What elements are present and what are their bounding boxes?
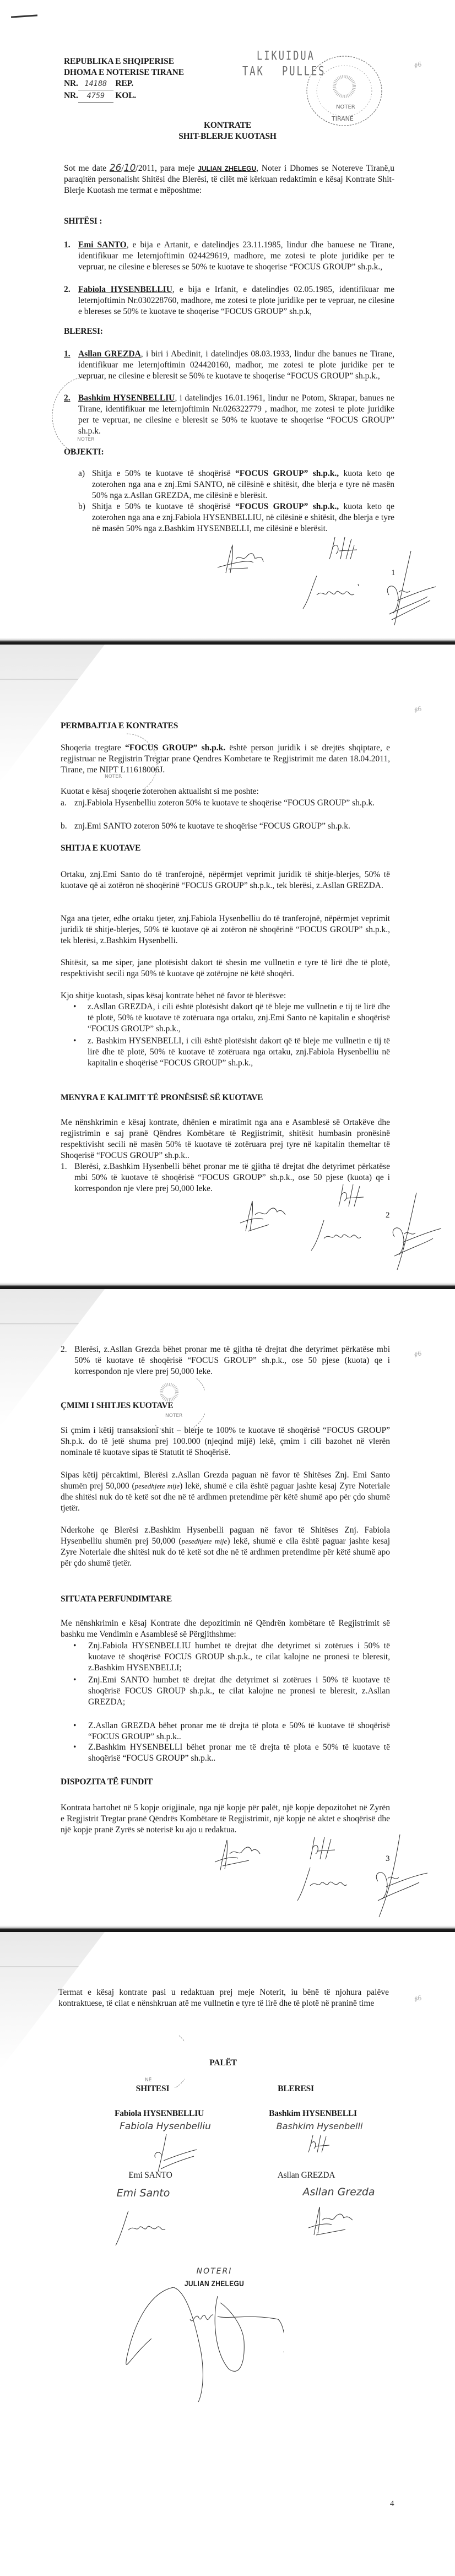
item-label: a): [78, 469, 85, 478]
item-label: 1.: [61, 1162, 67, 1171]
item-label: b.: [61, 821, 67, 831]
signature-bashkim-hysenbelli: [305, 1834, 338, 1865]
favor-bullet: [73, 1036, 390, 1069]
subtitle: SHIT-BLERJE KUOTASH: [178, 132, 277, 141]
item-number: 2.: [64, 285, 71, 294]
item-label: a.: [61, 798, 67, 808]
item-text: [78, 349, 394, 382]
item-number: 1.: [64, 240, 71, 250]
signatory-name: Bashkim HYSENBELLI: [269, 2109, 357, 2118]
signature-asllan-grezda: [210, 1837, 266, 1873]
text-run: Asllan GREZDA: [78, 349, 141, 359]
svg-text:NOTER: NOTER: [77, 437, 95, 442]
price-heading: ÇMIMI I SHITJES KUOTAVE: [61, 1401, 174, 1410]
final-intro: Me nënshkrimin e kësaj Kontrate dhe depozitimin në Qëndrën kombëtare të Regjistrimit së bashku me Vendimin e Asamblesë së Përgjithshme:: [61, 1619, 390, 1639]
sellers-heading: SHITËSI :: [64, 217, 102, 226]
signature-notary: [144, 2133, 199, 2173]
text-run: ) lekë, shumë e cila është paguar jashte kesaj Zyre Noteriale dhe shitësi nuk do të ketë sot dhe në të ardhmen pretendime për këtë shumë apo për çdo shumë tjetër.: [61, 1481, 391, 1513]
bullet-icon: •: [73, 1675, 77, 1685]
svg-text:TIRANË: TIRANË: [332, 115, 354, 122]
buyers-heading: BLERESI:: [64, 327, 103, 336]
final-bullet: [73, 1641, 390, 1674]
kol-suffix: KOL.: [115, 91, 136, 100]
contract-title: [0, 120, 455, 142]
notary-seal: [303, 52, 386, 129]
text-run: Sipas këtij përcaktimi, Blerësi z.Asllan Grezda paguan në favor të Shitëses Znj. Emi Santo shumën prej 50,000 (: [61, 1470, 390, 1491]
document-header: [64, 56, 184, 102]
seller-item: [64, 240, 394, 273]
text-run: , i datelindjes 16.01.1961, lindur ne Potom, Skrapar, banues ne Tirane, identifikuar me leternjoftimin Nr.026322779 , madhor, me zotesi te plote juridike per te vepruar, ne cilesine e bleresit se 50% te kuotave te shoqerise “FOCUS GROUP” sh.p.k.: [78, 393, 395, 436]
rep-prefix: NR.: [64, 79, 78, 88]
svg-text:NOTER: NOTER: [105, 774, 122, 780]
page-number: 4: [390, 2499, 394, 2508]
signature-asllan-grezda: [215, 543, 270, 576]
handwritten-name: Emi Santo: [116, 2187, 170, 2199]
page-break: [0, 638, 455, 645]
quotas-intro: Kuotat e kësaj shoqerie zoterohen aktualisht si me poshte:: [61, 787, 259, 796]
signature-bashkim-hysenbelli: [333, 1182, 366, 1212]
text-run: Emi SANTO: [78, 240, 127, 250]
text-run: ) lekë, shumë e cila është paguar jashte kesaj Zyre Noteriale dhe shitësi nuk do të ketë sot dhe në të ardhmen pretendime për këtë shumë apo për çdo shumë tjetër.: [61, 1536, 391, 1568]
bullet-icon: •: [73, 1002, 77, 1011]
margin-mark: #6: [413, 1349, 423, 1359]
text-run: “FOCUS GROUP” sh.p.k.: [125, 743, 226, 753]
signature-notary: [118, 2286, 284, 2407]
margin-mark: #6: [413, 704, 423, 715]
svg-text:NOTER: NOTER: [336, 104, 355, 110]
signature-bashkim-hysenbelli: [324, 534, 362, 565]
bullet-icon: •: [73, 1721, 77, 1730]
item-text: [92, 501, 394, 534]
item-text: Z.Bashkim HYSENBELLI bëhet pronar me të drejta të plota e 50% të kuotave të shoqërisë “FOCUS GROUP” sh.p.k..: [88, 1742, 390, 1763]
scan-mark: [11, 14, 37, 18]
signature-emi-santo: [308, 1217, 369, 1253]
notary-seal-partial: [140, 2033, 185, 2088]
notary-name-stamp: JULIAN ZHELEGU: [198, 165, 257, 172]
buyers-label: BLERESI: [278, 2084, 314, 2093]
text-run: /: [121, 164, 124, 173]
text-run: pesedhjete mije: [181, 1537, 228, 1545]
signatory-name: Fabiola HYSENBELLIU: [114, 2109, 204, 2118]
item-text: z. Bashkim HYSENBELLI, i cili është plotësisht dakort që të bleje me vullnetin e tij të lirë dhe të plotë, 50% të kuotave të zotëruara nga ortaku, znj.Fabiola Hysenbelliu në kapitalin e shoqërisë “FOCUS GROUP” sh.p.k.,: [88, 1036, 390, 1068]
transfer-heading: MENYRA E KALIMIT TË PRONËSISË SË KUOTAVE: [61, 1093, 263, 1102]
seller-item: [64, 284, 394, 317]
sale-paragraph: Ortaku, znj.Emi Santo do të tranferojnë, nëpërmjet veprimit juridik të shitje-blerjes, 50% të kuotave që ai zotëron në shoqërinë “FOCUS GROUP” sh.p.k., tek blerësi, z.Asllan GREZDA.: [61, 870, 390, 890]
page-number: 2: [386, 1211, 390, 1220]
quota-item: [61, 821, 390, 832]
sale-paragraph: Nga ana tjeter, edhe ortaku tjeter, znj.Fabiola Hysenbelliu do të tranferojnë, nëpërmjet veprimit juridik të shitje-blerjes, 50% të kuotave që ai zotëron në shoqërinë “FOCUS GROUP” sh.p.k., tek blerësi, z.Bashkim Hysenbelli.: [61, 914, 390, 945]
signatory-name: Asllan GREZDA: [277, 2171, 335, 2180]
item-text: Znj.Emi SANTO humbet të drejtat dhe detyrimet si zotërues i 50% të kuotave të shoqërisë FOCUS GROUP sh.p.k., te cilat kalojne ne pronesi te bleresit, z.Asllan GREZDA;: [88, 1675, 390, 1707]
kol-prefix: NR.: [64, 91, 78, 100]
svg-text:NOTER: NOTER: [165, 1413, 183, 1419]
item-label: b): [78, 502, 85, 511]
text-run: Shitja e 50% te kuotave të shoqërisë: [92, 469, 235, 478]
quota-item: [61, 798, 390, 809]
sellers-label: SHITESI: [136, 2084, 170, 2093]
text-run: “FOCUS GROUP” sh.p.k.,: [235, 502, 339, 511]
signature-notary: [378, 1190, 444, 1273]
signature-notary: [372, 548, 438, 628]
page-break: [0, 1282, 455, 1289]
final-provisions-heading: DISPOZITA TË FUNDIT: [61, 1777, 153, 1787]
payment-paragraph: [61, 1525, 390, 1569]
final-bullet: [73, 1675, 390, 1708]
handwritten-name: Bashkim Hysenbelli: [276, 2121, 363, 2131]
object-heading: OBJEKTI:: [64, 447, 104, 457]
page-break: [0, 1925, 455, 1932]
final-situation-heading: SITUATA PERFUNDIMTARE: [61, 1594, 172, 1604]
page-number: 3: [386, 1854, 390, 1863]
signature-emi-santo: [295, 1865, 355, 1903]
kol-number-line: [64, 90, 184, 102]
handwritten-name: Asllan Grezda: [302, 2186, 375, 2198]
favor-bullet: [73, 1002, 390, 1035]
payment-paragraph: [61, 1470, 390, 1514]
margin-mark: #6: [413, 1993, 423, 2004]
item-text: [78, 284, 394, 317]
signature-asllan-grezda: [304, 2205, 356, 2237]
rep-number-line: [64, 78, 184, 90]
transfer-item: [61, 1344, 390, 1377]
text-run: /2011, para meje: [136, 164, 198, 173]
svg-text:NË: NË: [145, 2077, 152, 2083]
header-line: DHOMA E NOTERISE TIRANE: [64, 68, 184, 77]
item-text: znj.Fabiola Hysenbelliu zoteron 50% te kuotave te shoqërise “FOCUS GROUP” sh.p.k.: [74, 798, 375, 808]
price-paragraph: Si çmim i këtij transaksioni shit – blerje te 100% te kuotave të shoqërisë “FOCUS GROUP” Sh.p.k. do të jetë shuma prej 100.000 (njeqind mijë) lekë, çmim i cili bazohet në vlerën nominale të kuotave sipas të Statutit të Shoqërisë.: [61, 1426, 390, 1457]
notary-name-stamp: JULIAN ZHELEGU: [184, 2279, 245, 2288]
item-number: 2.: [64, 393, 71, 403]
sale-paragraph: Shitësit, sa me siper, jane plotësisht dakort të shesin me vullnetin e tyre të lirë dhe të plotë, respektivisht secili nga 50% të kuotave që zotërojne në këtë shoqëri.: [61, 958, 390, 978]
final-provisions-paragraph: Kontrata hartohet në 5 kopje origjinale, nga një kopje për palët, një kopje depozitohet në Zyrën e Regjistrit Tregtar pranë Qëndrës Kombëtare të Regjistrimit, një kopje në aktet e shoqërisë dhe një kopje pranë Zyrës së noterisë ku ajo u redaktua.: [61, 1803, 390, 1834]
text-run: Fabiola HYSENBELLIU: [78, 285, 172, 294]
page-number: 1: [391, 569, 396, 577]
text-run: , e bija e Artanit, e datelindjes 23.11.1985, lindur dhe banuese ne Tirane, identifikuar me leternjoftimin 024429619, madhore, me zotesi te plote juridike per te vepruar, ne cilesine e blereses se 50% te kuotave te shoqerise “FOCUS GROUP” sh.p.k.,: [78, 240, 394, 272]
signatory-name: Emi SANTO: [128, 2171, 172, 2180]
item-text: Z.Asllan GREZDA bëhet pronar me të drejta të plota e 50% të kuotave të shoqërisë “FOCUS GROUP” sh.p.k..: [88, 1721, 390, 1741]
intro-paragraph: [64, 163, 394, 196]
pulles-stamp: PULLES: [282, 64, 326, 79]
text-run: Bashkim HYSENBELLIU: [78, 393, 175, 403]
text-run: , Noter i Dhomes se Notereve Tiranë,u paraqitën personalisht Shitësi dhe Blerësi, të cilët më kërkuan redaktimin e kësaj Kontrate Shit-Blerje Kuotash me termat e mëposhtme:: [64, 164, 394, 195]
signature-bashkim-hysenbelli: [304, 2133, 332, 2155]
object-item: [78, 468, 394, 501]
text-run: , e bija e Irfanit, e datelindjes 02.05.1985, identifikuar me leternjoftimin Nr.030228760, madhore, me zotesi te plote juridike per te vepruar, ne cilesine e blereses se 50% te kuotave te shoqerise “FOCUS GROUP” sh.p.k,: [78, 285, 394, 316]
tak-stamp: TAK: [242, 64, 264, 79]
signature-notary: [361, 1832, 430, 1920]
handwritten-date: 10: [123, 163, 136, 174]
item-text: Znj.Fabiola HYSENBELLIU humbet të drejtat dhe detyrimet si zotërues i 50% të kuotave të shoqërisë FOCUS GROUP sh.p.k., te cilat kalojne ne pronesi te bleresit, z.Bashkim HYSENBELLI;: [88, 1641, 390, 1673]
item-text: Blerësi, z.Bashkim Hysenbelli bëhet pronar me të gjitha të drejtat dhe detyrimet përkatëse mbi 50% të kuotave të shoqërisë “FOCUS GROUP” sh.p.k., ose 50 pjese (kuota) qe i korrespondon nje vlere prej 50,000 leke.: [74, 1162, 390, 1193]
item-text: Blerësi, z.Asllan Grezda bëhet pronar me të gjitha të drejtat dhe detyrimet përkatëse mbi 50% të kuotave të shoqërisë “FOCUS GROUP” sh.p.k., ose 50 pjese (kuota) qe i korrespondon nje vlere prej 50,000 leke.: [74, 1345, 390, 1376]
text-run: Sot me date: [64, 164, 110, 173]
bullet-icon: •: [73, 1036, 77, 1046]
closing-paragraph: Termat e kësaj kontrate pasi u redaktuan prej meje Noterit, iu bënë të njohura palëve kontraktuese, të cilat e nënshkruan atë me vullnetin e tyre të lirë dhe të plotë në praninë time: [58, 1988, 389, 2008]
transfer-paragraph: Me nënshkrimin e kësaj kontrate, dhënien e miratimit nga ana e Asamblesë së Ortakëve dhe regjistrimin e saj pranë Qëndres Kombëtare të Regjistrimit, shitësit humbasin pronësinë respektivisht secili në masën 50% të kuotave të zotëruara prej tyre në kapitalin themeltar të Shoqerisë “FOCUS GROUP” sh.p.k..: [61, 1118, 390, 1160]
rep-suffix: REP.: [115, 79, 134, 88]
title: KONTRATE: [204, 121, 251, 130]
notary-label: NOTERI: [196, 2267, 232, 2276]
text-run: Shitja e 50% te kuotave të shoqërisë: [92, 502, 235, 511]
text-run: kuota keto qe zoterohen nga ana e znj.Emi SANTO, në cilësinë e shitësit, dhe blerja e tyre në masën 50% nga z.Asllan GREZDA, me cilësinë e blerësit.: [92, 469, 394, 500]
handwritten-name: Fabiola Hysenbelliu: [120, 2121, 211, 2132]
item-text: [92, 468, 394, 501]
text-run: , i biri i Abedinit, i datelindjes 08.03.1933, lindur dhe banues ne Tirane, identifikuar me leternjoftimin 024420160, madhor, me zotesi te plote juridike per te vepruar, ne cilesine e bleresit se 50% te kuotave te shoqerise “FOCUS GROUP” sh.p.k.,: [78, 349, 394, 381]
text-run: Shoqeria tregtare: [61, 743, 125, 753]
item-text: z.Asllan GREZDA, i cili është plotësisht dakort që të bleje me vullnetin e tij të lirë dhe të plotë, 50% të kuotave të zotëruara nga ortaku, znj.Emi Santo në kapitalin e shoqërisë “FOCUS GROUP” sh.p.k.,: [88, 1002, 390, 1033]
favor-intro: Kjo shitje kuotash, sipas kësaj kontrate bëhet në favor të blerësve:: [61, 991, 286, 1000]
kol-number: 4759: [78, 91, 113, 102]
item-number: 1.: [64, 349, 71, 359]
parties-heading: PALËT: [209, 2058, 237, 2068]
signature-emi-santo: [300, 573, 366, 611]
header-line: REPUBLIKA E SHQIPERISE: [64, 57, 174, 66]
text-run: pesedhjete mije: [134, 1482, 180, 1490]
notary-seal-partial: [52, 375, 118, 457]
signature-emi-santo: [113, 2208, 174, 2248]
text-run: kuota keto qe zoterohen nga ana e znj.Fabiola HYSENBELLIU, në cilësinë e shitësit, dhe blerja e tyre në masën 50% nga z.Bashkim HYSENBELLI, me cilësinë e blerësit.: [92, 502, 394, 533]
item-label: 2.: [61, 1345, 67, 1354]
final-bullet: [73, 1720, 390, 1742]
liquidated-stamp: LIKUIDUA: [257, 49, 315, 63]
bullet-icon: •: [73, 1742, 77, 1752]
sale-heading: SHITJA E KUOTAVE: [61, 843, 141, 853]
signature-asllan-grezda: [236, 1198, 291, 1234]
item-text: [78, 240, 394, 273]
text-run: “FOCUS GROUP” sh.p.k.,: [235, 469, 339, 478]
handwritten-date: 26: [109, 163, 122, 174]
contract-content-heading: PERMBAJTJA E KONTRATES: [61, 721, 178, 730]
margin-mark: #6: [413, 59, 423, 70]
object-item: [78, 501, 394, 534]
rep-number: 14188: [78, 79, 113, 90]
bullet-icon: •: [73, 1641, 77, 1650]
text-run: është person juridik i së drejtës shqiptare, e regjistruar ne Regjistrin Tregtar prane Qendres Kombetare te Regjistrimit me daten 18.04.2011, Tirane, me NIPT L11618006J.: [61, 743, 390, 775]
text-run: Nderkohe qe Blerësi z.Bashkim Hysenbelli paguan në favor të Shitëses Znj. Fabiola Hysenbelliu shumën prej 50,000 (: [61, 1525, 390, 1546]
item-text: [78, 393, 394, 437]
final-bullet: [73, 1742, 390, 1764]
item-text: znj.Emi SANTO zoteron 50% te kuotave te shoqërise “FOCUS GROUP” sh.p.k.: [74, 821, 350, 831]
